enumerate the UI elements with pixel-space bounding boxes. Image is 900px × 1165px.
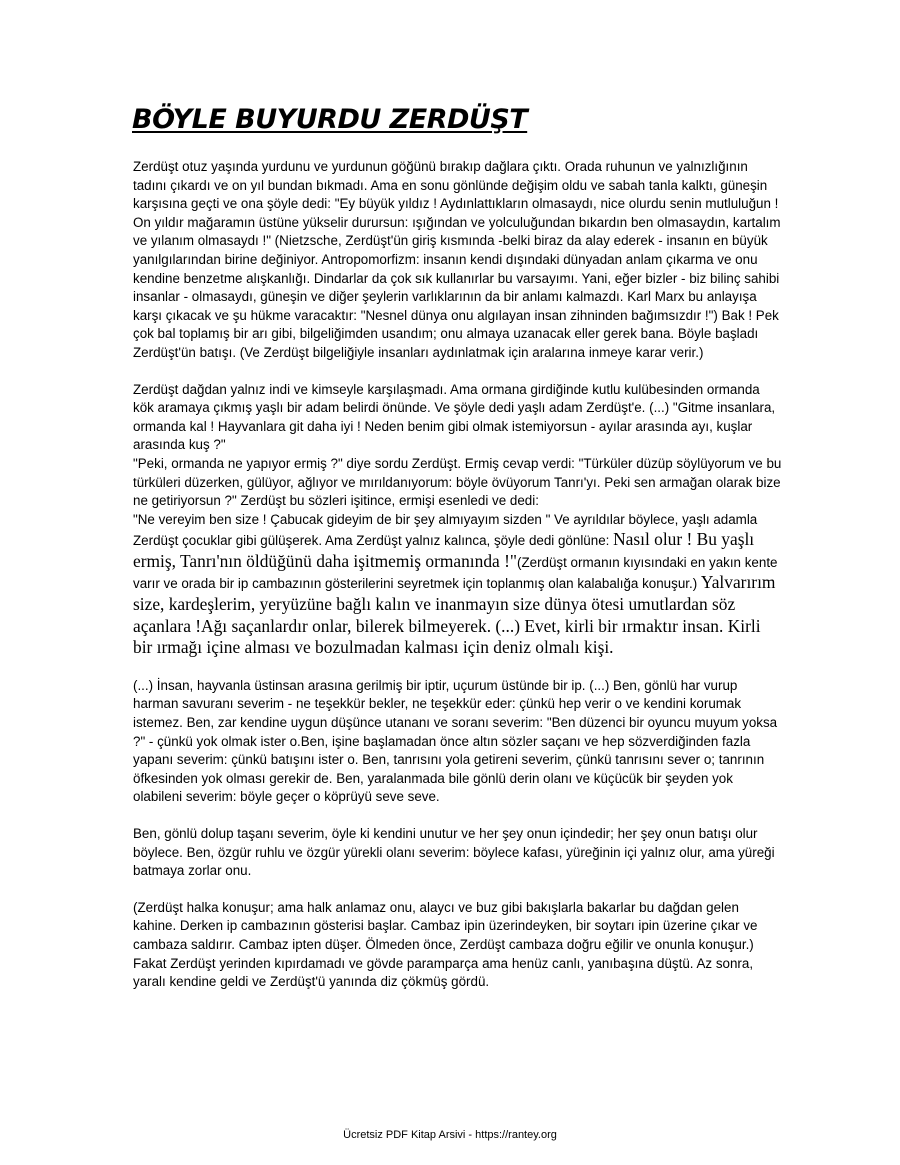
paragraph-2b: "Peki, ormanda ne yapıyor ermiş ?" diye sordu Zerdüşt. Ermiş cevap verdi: "Türküler düzüp söylüyorum ve bu türküleri düzerken, gülüyor, ağlıyor ve mırıldanıyorum: böyle övüyorum Tanrı'yı. Peki sen armağan olarak bize ne getiriyorsun ?" Zerdüşt bu sözleri işitince, ermişi esenledi ve dedi: xyxy=(133,455,782,509)
paragraph-2c xyxy=(133,511,783,659)
paragraph-4: Ben, gönlü dolup taşanı severim, öyle ki kendini unutur ve her şey onun içindedir; her şey onun batışı olur böylece. Ben, özgür ruhlu ve özgür yürekli olanı severim: böylece kafası, yüreğinin içi yalnız olur, ama yüreği batmaya zorlar onu. xyxy=(133,826,775,879)
paragraph-2c-part-4: Yalvarırım size, kardeşlerim, yeryüzüne bağlı kalın ve inanmayın size dünya ötesi umutlardan söz açanlara !Ağı saçanlardır onlar, bilerek bilmeyerek. (...) Evet, kirli bir ırmaktır insan. Kirli bir ırmağı içine alması ve bozulmadan kalması için deniz olmalı kişi. xyxy=(133,572,776,658)
paragraph-gap xyxy=(133,881,783,899)
paragraph-gap xyxy=(133,807,783,825)
page-title: BÖYLE BUYURDU ZERDÜŞT xyxy=(132,104,528,135)
paragraph-1: Zerdüşt otuz yaşında yurdunu ve yurdunun göğünü bırakıp dağlara çıktı. Orada ruhunun ve yalnızlığının tadını çıkardı ve on yıl bundan bıkmadı. Ama en sonu gönlünde değişim oldu ve sabah tanla kalktı, güneşin karşısına geçti ve ona şöyle dedi: "Ey büyük yıldız ! Aydınlattıkların olmasaydı, nice olurdu senin mutluluğun ! On yıldır mağaramın üstüne yükselir durursun: ışığından ve yolculuğundan bıkardın ben olmasaydın, kartalım ve yılanım olmasaydı !" (Nietzsche, Zerdüşt'ün giriş kısmında -belki biraz da alay ederek - insanın en büyük yanılgılarından birine değiniyor. Antropomorfizm: insanın kendi dışındaki dünyadan anlam çıkarma ve onu kendine benzetme alışkanlığı. Dindarlar da çok sık kullanırlar bu varsayımı. Yani, eğer bizler - biz bilinç sahibi insanlar - olmasaydı, güneşin ve diğer şeylerin varlıklarının da bir anlamı kalmazdı. Karl Marx bu anlayışa karşı çıkacak ve şu hükme varacaktır: "Nesnel dünya onu algılayan insan zihninden bağımsızdır !") Bak ! Pek çok bal toplamış bir arı gibi, bilgeliğimden usandım; onu almaya uzanacak eller gerek bana. Böyle başladı Zerdüşt'ün batışı. (Ve Zerdüşt bilgeliğiyle insanları aydınlatmak için aralarına inmeye karar verir.) xyxy=(133,159,781,360)
paragraph-3: (...) İnsan, hayvanla üstinsan arasına gerilmiş bir iptir, uçurum üstünde bir ip. (...) Ben, gönlü har vurup harman savuranı severim - ne teşekkür bekler, ne teşekkür eder: çünkü hep verir o ve kendini korumak istemez. Ben, zar kendine uygun düşünce utananı ve soranı severim: "Ben düzenci bir oyuncu muyum yoksa ?" - çünkü yok olmak ister o.Ben, işine başlamadan önce altın sözler saçanı ve hep sözverdiğinden fazla yapanı severim: çünkü batışını ister o. Ben, tanrısını yola getireni severim, çünkü tanrısını sever o; tanrının öfkesinden yok olması gerekir de. Ben, yaralanmada bile gönlü derin olanı ve küçücük bir şeyden yok olabileni severim: böyle geçer o köprüyü seve seve. xyxy=(133,677,778,805)
paragraph-2c-part-3: (Zerdüşt ormanın kıyısındaki en yakın kente varır ve orada bir ip cambazının gösterilerini seyretmek için toplanmış olan kalabalığa konuşur.) xyxy=(133,554,778,592)
paragraph-2c-part-2: Nasıl olur ! Bu yaşlı ermiş, Tanrı'nın öldüğünü daha işitmemiş ormanında !" xyxy=(133,529,755,571)
page-footer: Ücretsiz PDF Kitap Arsivi - https://rantey.org xyxy=(343,1129,557,1141)
paragraph-2a: Zerdüşt dağdan yalnız indi ve kimseyle karşılaşmadı. Ama ormana girdiğinde kutlu kulübesinden ormanda kök aramaya çıkmış yaşlı bir adam belirdi önünde. Ve şöyle dedi yaşlı adam Zerdüşt'e. (...) "Gitme insanlara, ormanda kal ! Hayvanlara git daha iyi ! Neden benim gibi olmak istemiyorsun - ayılar arasında ayı, kuşlar arasında kuş ?" xyxy=(133,381,776,453)
paragraph-2c-part-1: "Ne vereyim ben size ! Çabucak gideyim de bir şey almıyayım sizden " Ve ayrıldılar böylece, yaşlı adamla Zerdüşt çocuklar gibi gülüşerek. Ama Zerdüşt yalnız kalınca, şöyle dedi gönlüne: xyxy=(133,511,758,549)
paragraph-5: (Zerdüşt halka konuşur; ama halk anlamaz onu, alaycı ve buz gibi bakışlarla bakarlar bu dağdan gelen kahine. Derken ip cambazının gösterisi başlar. Cambaz ipin üzerindeyken, bir soytarı ipin üzerine çıkar ve cambaza saldırır. Cambaz ipten düşer. Ölmeden önce, Zerdüşt cambaza doğru eğilir ve onunla konuşur.) Fakat Zerdüşt yerinden kıpırdamadı ve gövde paramparça ama henüz canlı, yanıbaşına düştü. Az sonra, yaralı kendine geldi ve Zerdüşt'ü yanında diz çökmüş gördü. xyxy=(133,899,758,990)
document-body xyxy=(133,158,783,992)
paragraph-gap xyxy=(133,659,783,677)
paragraph-gap xyxy=(133,363,783,381)
